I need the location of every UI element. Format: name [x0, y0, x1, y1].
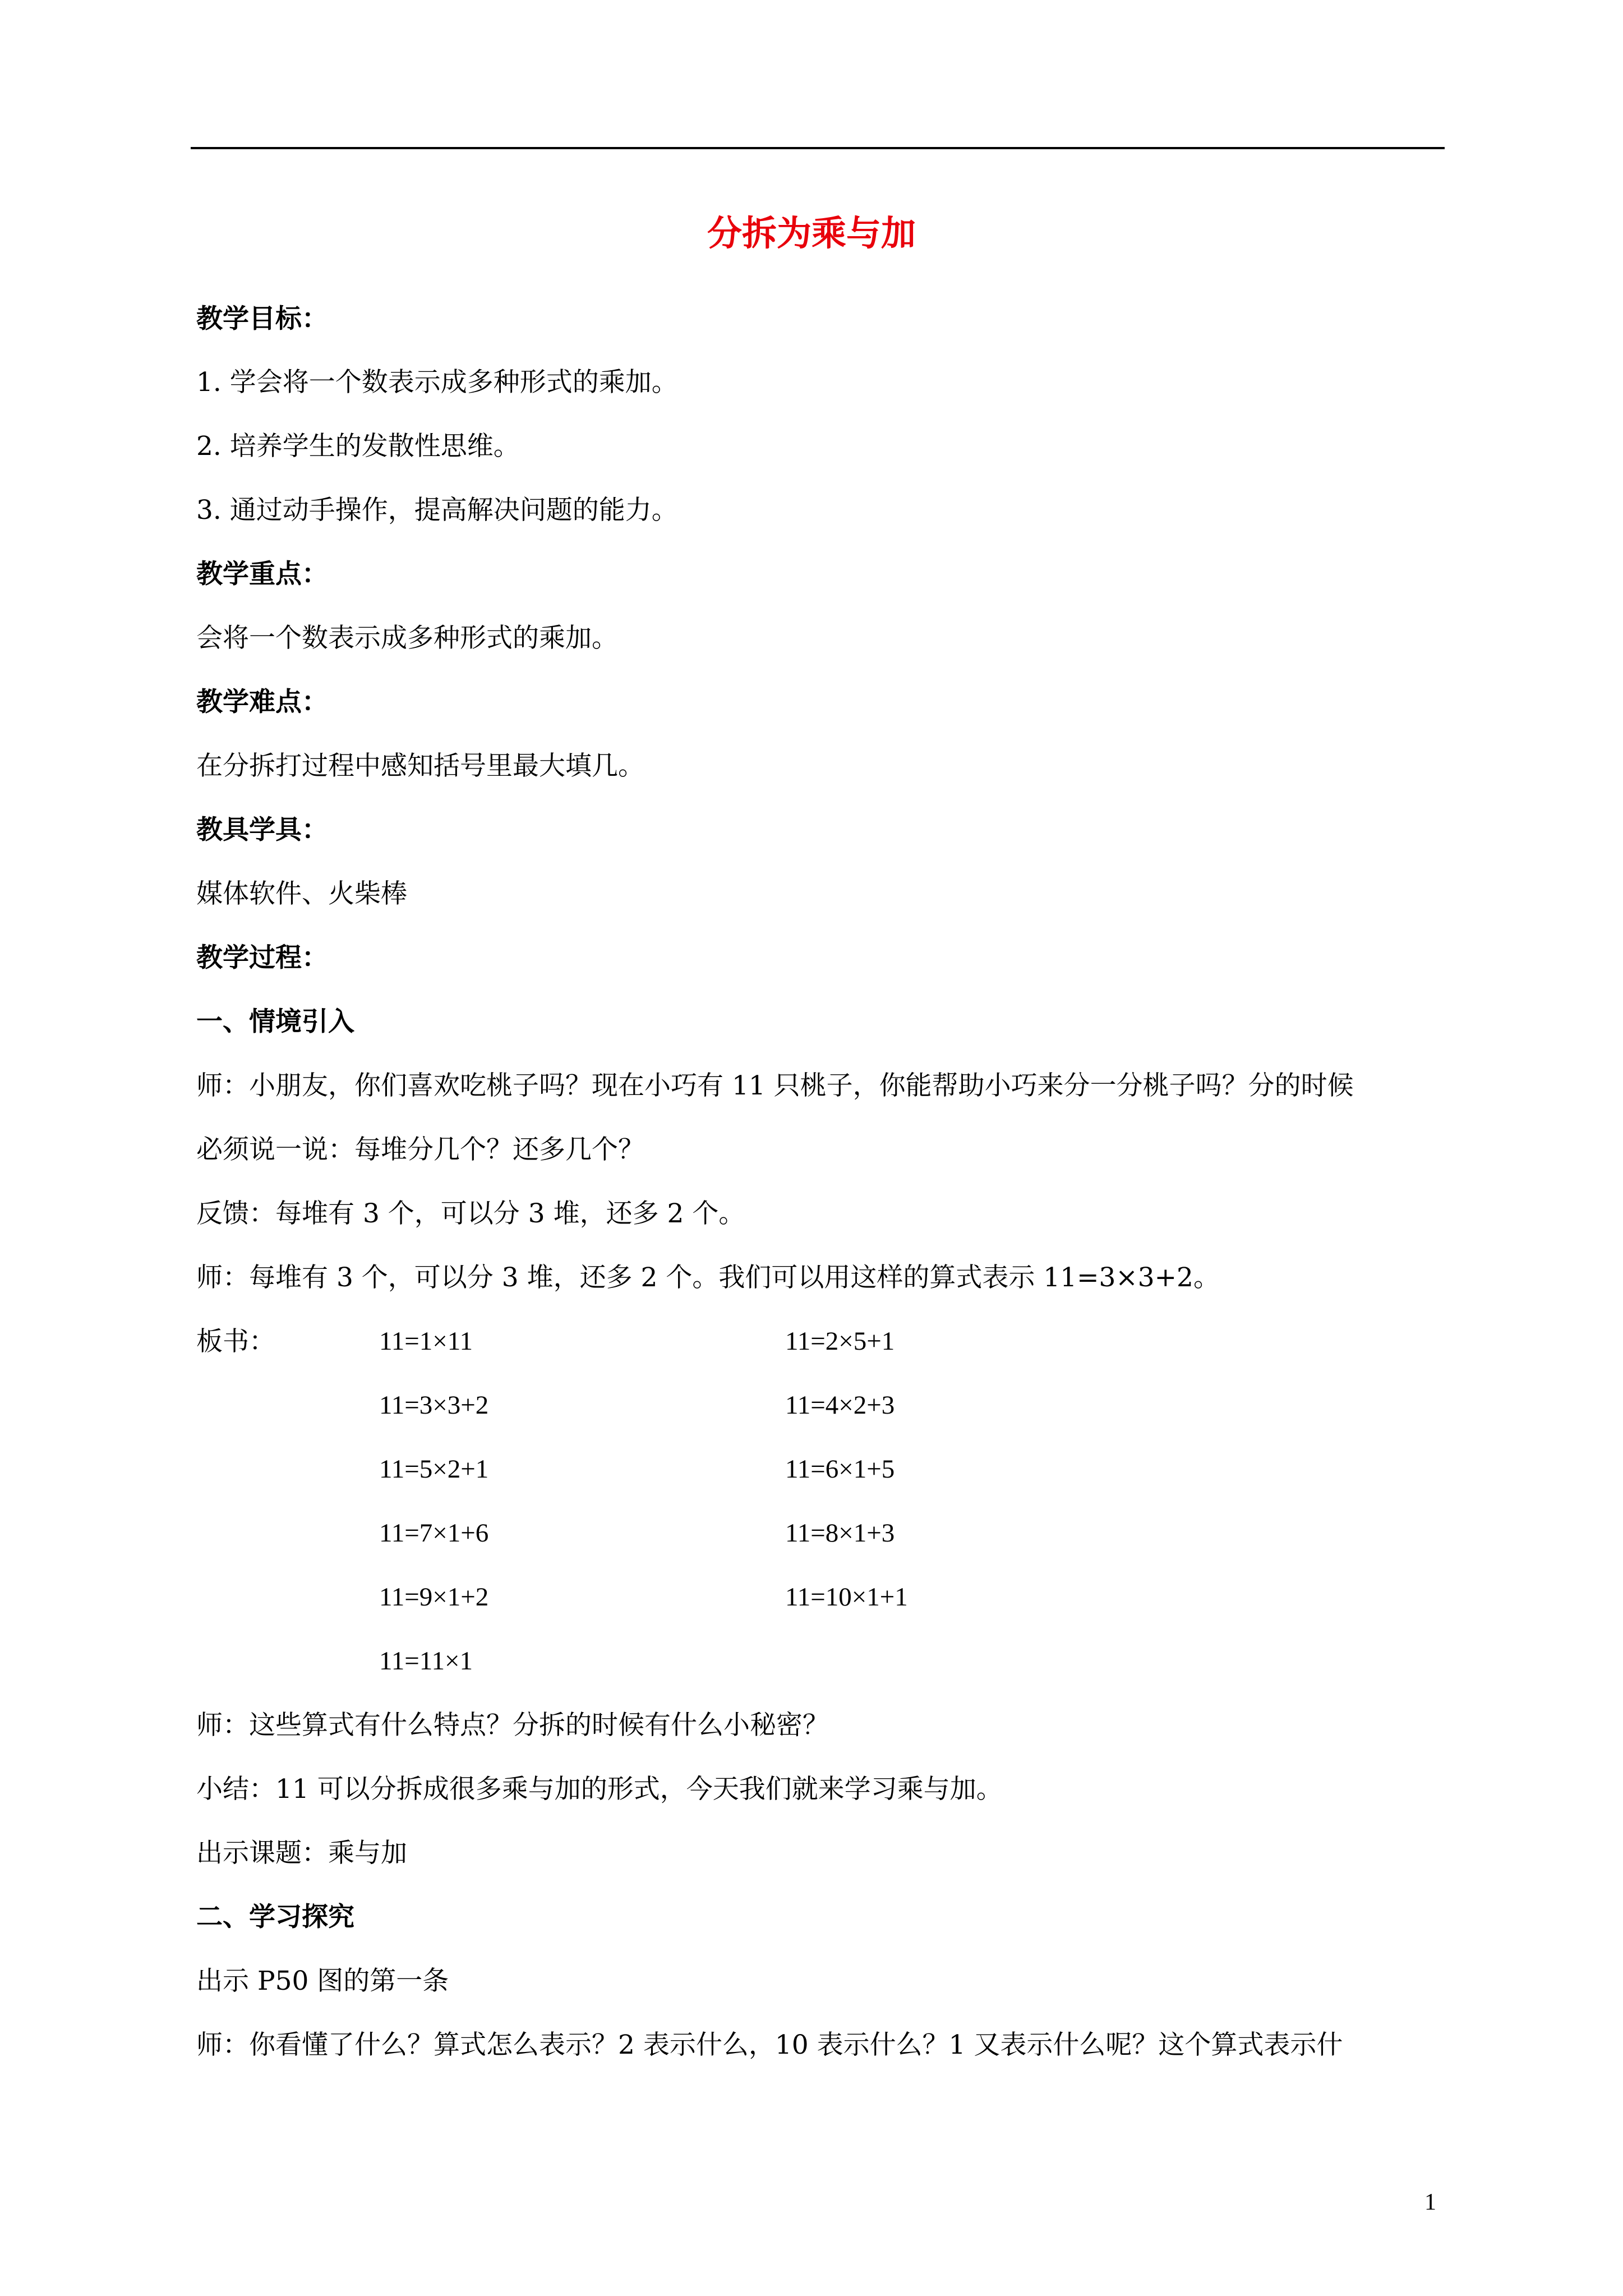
- objective-item-3: 3. 通过动手操作，提高解决问题的能力。: [196, 495, 678, 526]
- last-line-text: 师：你看懂了什么？算式怎么表示？2 表示什么，10 表示什么？1 又表示什么呢？这个算式表示什: [196, 2030, 1343, 2060]
- page-number: 1: [1424, 2189, 1436, 2215]
- board-equation: 11=4×2+3: [785, 1391, 895, 1420]
- objective-item-1: 1. 学会将一个数表示成多种形式的乘加。: [196, 367, 678, 398]
- board-equation: 11=9×1+2: [379, 1582, 489, 1612]
- key-text: 会将一个数表示成多种形式的乘加。: [196, 623, 618, 654]
- difficulty-heading: 教学难点：: [196, 687, 328, 717]
- board-equation: 11=8×1+3: [785, 1519, 895, 1548]
- process-heading: 教学过程：: [196, 942, 328, 973]
- board-equation: 11=1×11: [379, 1327, 473, 1356]
- objective-item-2: 2. 培养学生的发散性思维。: [196, 431, 520, 462]
- board-equation: 11=11×1: [379, 1646, 473, 1676]
- show-figure-text: 出示 P50 图的第一条: [196, 1966, 449, 1996]
- summary-text: 小结：11 可以分拆成很多乘与加的形式，今天我们就来学习乘与加。: [196, 1774, 1003, 1805]
- board-equation: 11=5×2+1: [379, 1455, 489, 1484]
- feedback-text: 反馈：每堆有 3 个，可以分 3 堆，还多 2 个。: [196, 1198, 745, 1229]
- tools-heading: 教具学具：: [196, 815, 328, 845]
- board-label: 板书：: [196, 1326, 275, 1357]
- section1-heading: 一、情境引入: [196, 1006, 354, 1037]
- board-equation: 11=2×5+1: [785, 1327, 895, 1356]
- paragraph-1-line-1: 师：小朋友，你们喜欢吃桃子吗？现在小巧有 11 只桃子，你能帮助小巧来分一分桃子吗？分的时候: [196, 1070, 1354, 1101]
- board-equation: 11=7×1+6: [379, 1519, 489, 1548]
- tools-text: 媒体软件、火柴棒: [196, 878, 407, 909]
- header-rule: [191, 147, 1445, 149]
- board-equation: 11=10×1+1: [785, 1582, 908, 1612]
- key-heading: 教学重点：: [196, 559, 328, 590]
- objectives-heading: 教学目标：: [196, 303, 328, 334]
- page-title: 分拆为乘与加: [707, 213, 916, 254]
- topic-text: 出示课题：乘与加: [196, 1838, 407, 1869]
- section2-heading: 二、学习探究: [196, 1902, 354, 1932]
- question-text: 师：这些算式有什么特点？分拆的时候有什么小秘密？: [196, 1710, 829, 1741]
- difficulty-text: 在分拆打过程中感知括号里最大填几。: [196, 751, 644, 781]
- board-equation: 11=3×3+2: [379, 1391, 489, 1420]
- board-equation: 11=6×1+5: [785, 1455, 895, 1484]
- paragraph-2: 师：每堆有 3 个，可以分 3 堆，还多 2 个。我们可以用这样的算式表示 11=3×3+2。: [196, 1262, 1220, 1293]
- paragraph-1-line-2: 必须说一说：每堆分几个？还多几个？: [196, 1134, 644, 1165]
